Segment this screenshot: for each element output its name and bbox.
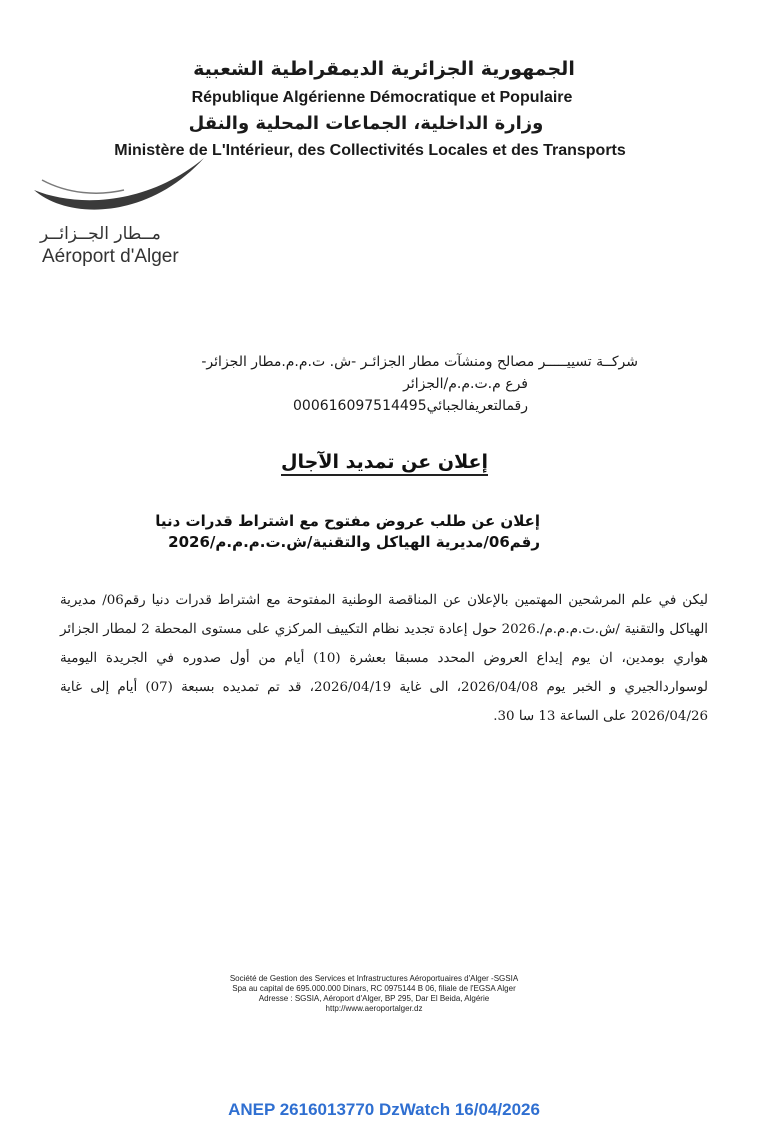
company-name: شركــة تسييـــــر مصالح ومنشآت مطار الجزائـر -ش. ت.م.م.مطار الجزائر- xyxy=(201,354,638,370)
ministry-title-ar: وزارة الداخلية، الجماعات المحلية والنقل xyxy=(188,113,544,134)
footer-address xyxy=(0,974,768,1014)
republic-title-fr: République Algérienne Démocratique et Populaire xyxy=(191,89,573,106)
anep-stamp: ANEP 2616013770 DzWatch 16/04/2026 xyxy=(228,1100,540,1119)
notice-body: ليكن في علم المرشحين المهتمين بالإعلان عن المناقصة الوطنية المفتوحة مع اشتراط قدرات دنيا رقم06/ مديرية الهياكل والتقنية /ش.ت.م.م.م/.2026 حول إعادة تجديد نظام التكييف المركزي على مستوى المحطة 2 لمطار الجزائر هواري بومدين، ان يوم إيداع العروض المحدد مسبقا بعشرة (10) أيام من أول صدوره في الجريدة اليومية لوسواردالجيري و الخبر يوم 2026/04/08، الى غاية 2026/04/19، قد تم تمديده بسبعة (07) أيام إلى غاية 2026/04/26 على الساعة 13 سا 30. xyxy=(60,593,709,724)
company-tax-id: رقمالتعريفالجبائي000616097514495 xyxy=(293,398,528,414)
footer-line-2: Spa au capital de 695.000.000 Dinars, RC 0975144 B 06, filiale de l'EGSA Alger xyxy=(232,984,516,993)
republic-title-ar: الجمهورية الجزائرية الديمقراطية الشعبية xyxy=(193,58,575,80)
logo-name-ar: مــطار الجــزائــر xyxy=(40,224,161,244)
company-branch: فرع م.ت.م.م/الجزائر xyxy=(403,376,528,392)
footer-line-1: Société de Gestion des Services et Infrastructures Aéroportuaires d'Alger -SGSIA xyxy=(229,974,519,983)
notice-title: إعلان عن تمديد الآجال xyxy=(281,451,488,476)
notice-subtitle-1: إعلان عن طلب عروض مفتوح مع اشتراط قدرات دنيا xyxy=(155,512,540,530)
ministry-title-fr: Ministère de L'Intérieur, des Collectivités Locales et des Transports xyxy=(114,142,626,159)
notice-subtitle-2: رقم06/مديرية الهياكل والتقنية/ش.ت.م.م.م/2026 xyxy=(168,533,540,551)
logo-name-fr: Aéroport d'Alger xyxy=(42,246,179,267)
footer-line-4: http://www.aeroportalger.dz xyxy=(325,1004,423,1013)
footer-line-3: Adresse : SGSIA, Aéroport d'Alger, BP 295, Dar El Beida, Algérie xyxy=(258,994,490,1003)
